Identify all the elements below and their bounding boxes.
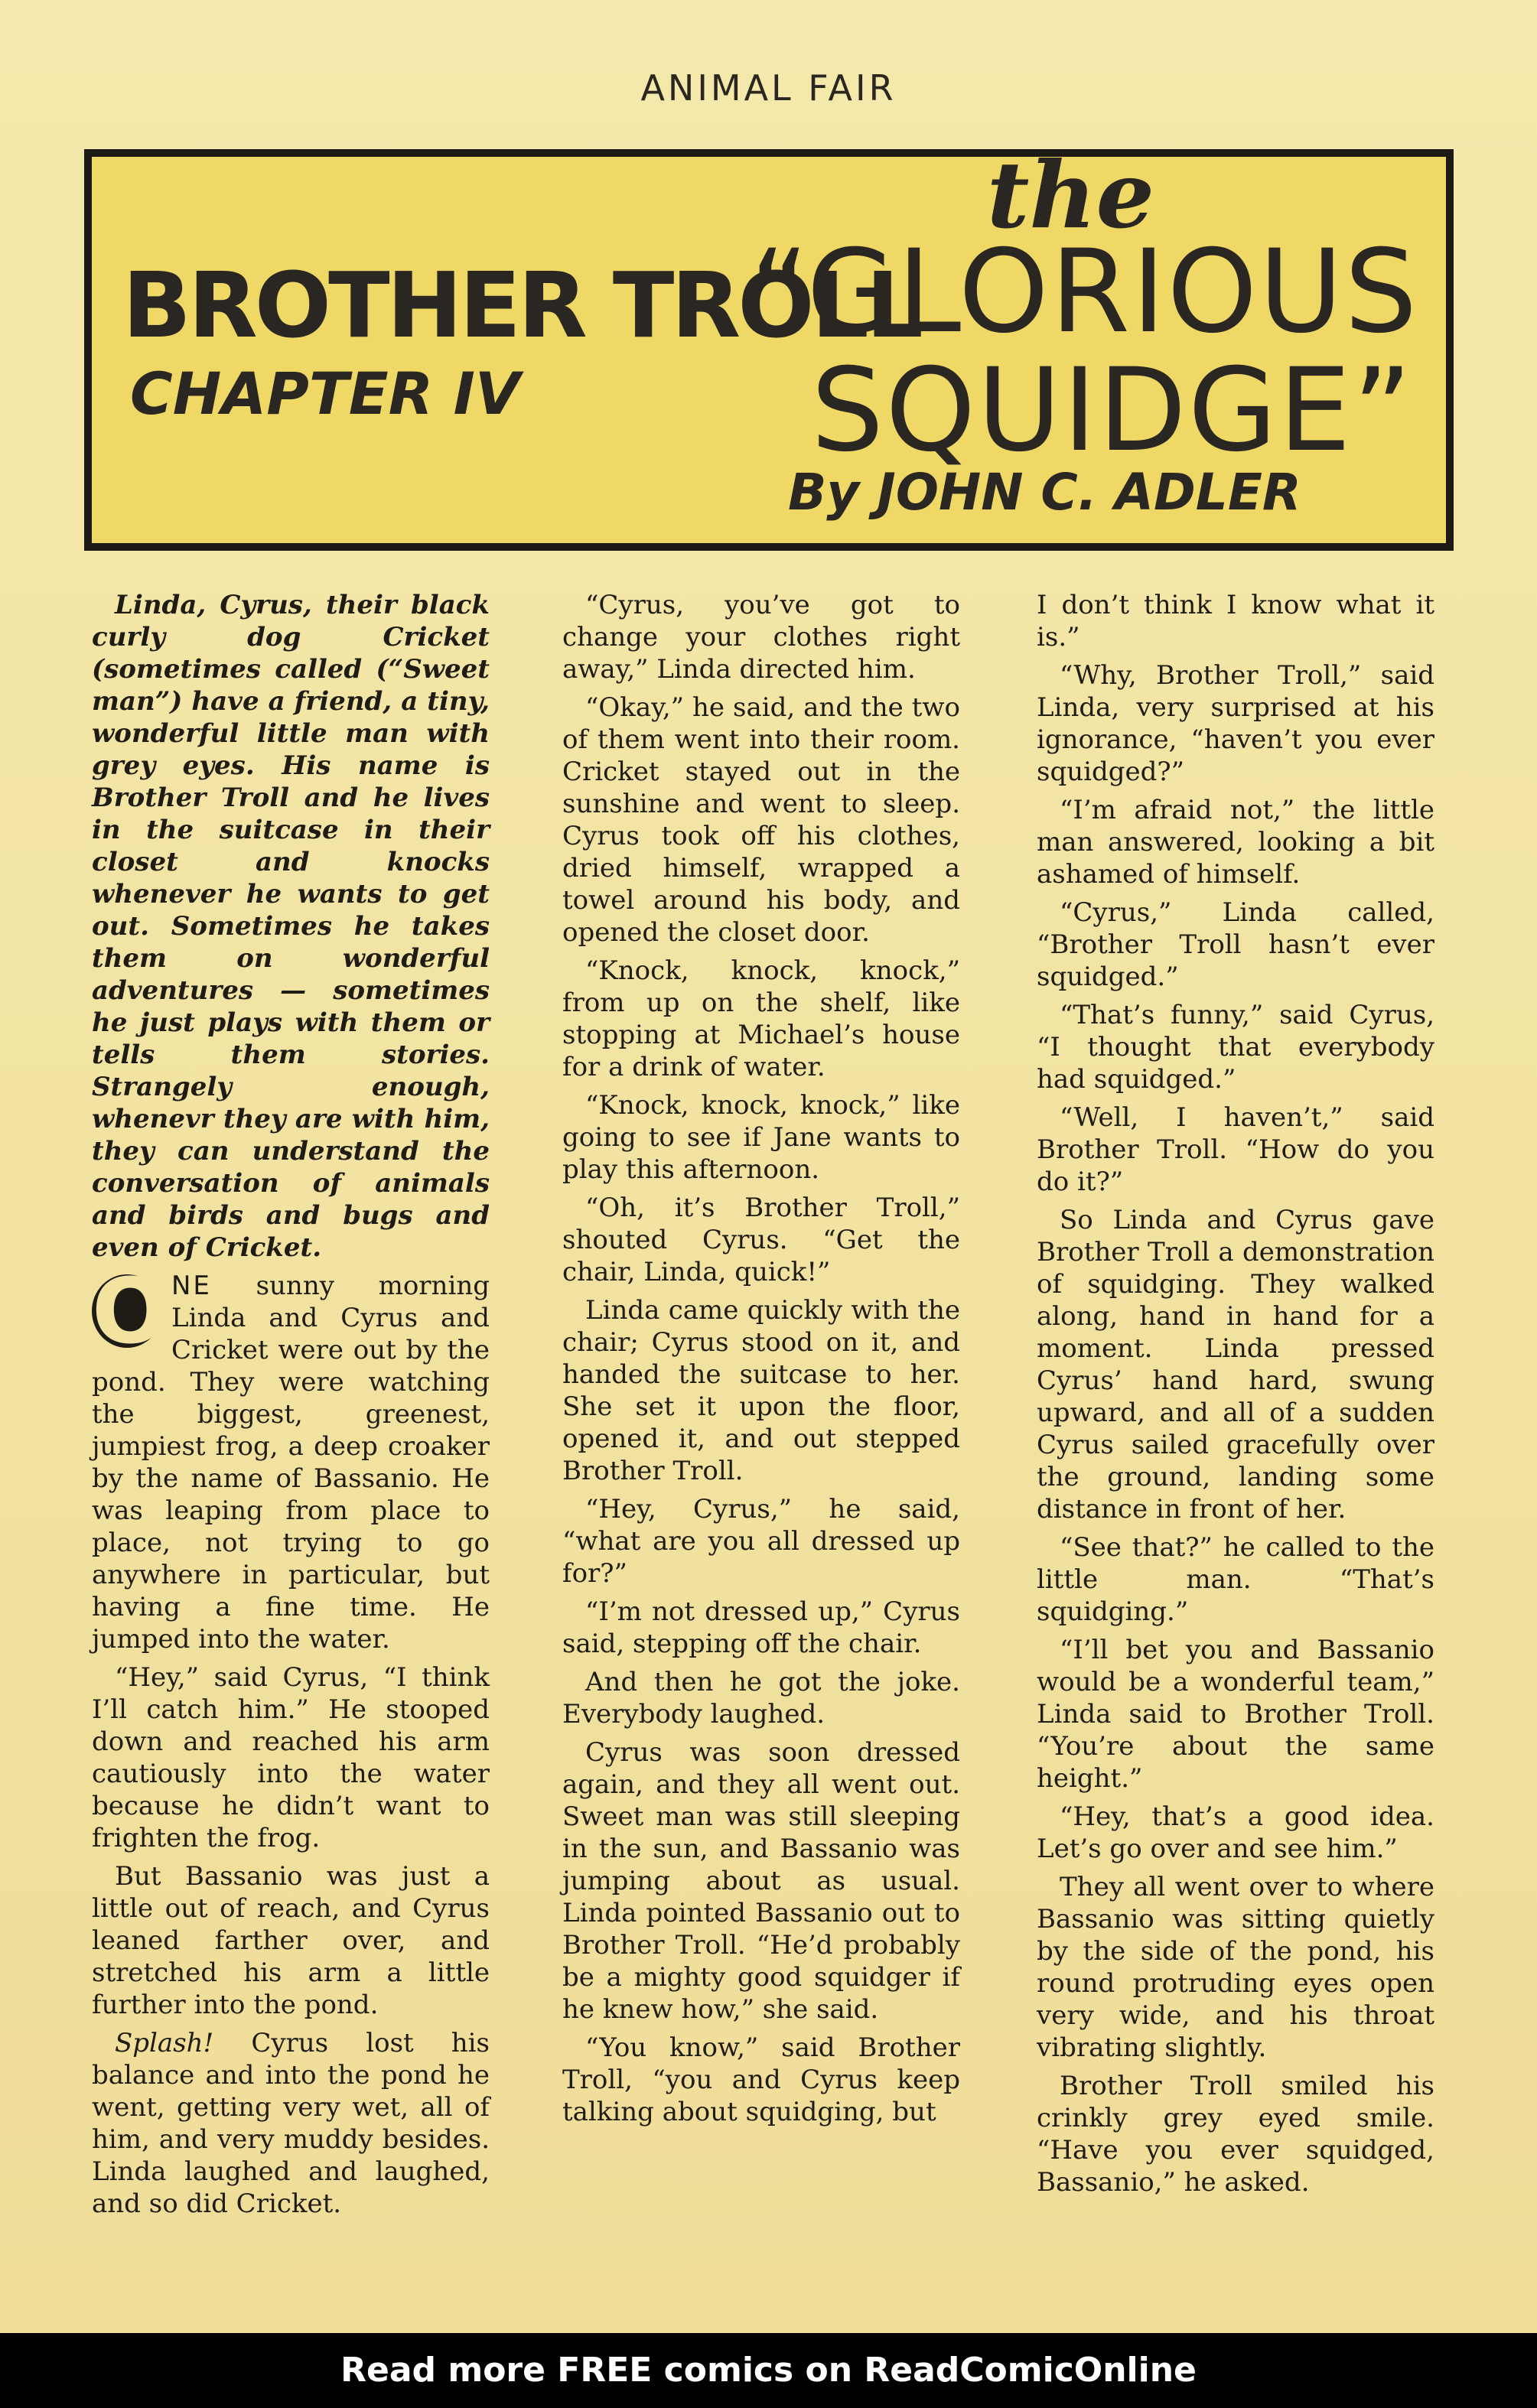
story-paragraph: They all went over to where Bassanio was sitting quietly by the side of the pond, his round protruding eyes open very wide, and his throat vibrating slightly. (1037, 1872, 1434, 2063)
story-paragraph: And then he got the joke. Everybody laughed. (562, 1667, 960, 1730)
story-paragraph: But Bassanio was just a little out of reach, and Cyrus leaned farther over, and stretched his arm a little further into the pond. (92, 1861, 490, 2020)
story-paragraph: “I’ll bet you and Bassanio would be a wonderful team,” Linda said to Brother Troll. “You’re about the same height.” (1037, 1635, 1434, 1794)
story-paragraph: “Knock, knock, knock,” from up on the shelf, like stopping at Michael’s house for a drink of water. (562, 955, 960, 1082)
intro-paragraph: Linda, Cyrus, their black curly dog Cricket (sometimes called (“Sweet man”) have a friend, a tiny, wonderful little man with grey eyes. His name is Brother Troll and he lives in the suitcase in their closet and knocks whenever he wants to get out. Sometimes he takes them on wonderful adventures — sometimes he just plays with them or tells them stories. Strangely enough, whenevr they are with him, they can understand the conversation of animals and birds and bugs and even of Cricket. (92, 590, 490, 1263)
text-column-1 (92, 589, 490, 2226)
chapter-label: CHAPTER IV (130, 360, 520, 428)
story-paragraph: “I’m afraid not,” the little man answered, looking a bit ashamed of himself. (1037, 795, 1434, 890)
story-paragraph: “See that?” he called to the little man. “That’s squidging.” (1037, 1532, 1434, 1627)
drop-cap: O (92, 1258, 169, 1364)
story-paragraph: “Cyrus, you’ve got to change your clothes right away,” Linda directed him. (562, 590, 960, 685)
story-paragraph: “Hey, that’s a good idea. Let’s go over and see him.” (1037, 1801, 1434, 1864)
story-paragraph: Brother Troll smiled his crinkly grey eyed smile. “Have you ever squidged, Bassanio,” he asked. (1037, 2071, 1434, 2198)
story-paragraph: “Knock, knock, knock,” like going to see if Jane wants to play this afternoon. (562, 1090, 960, 1185)
story-paragraph: “Hey,” said Cyrus, “I think I’ll catch him.” He stooped down and reached his arm cautiously into the water because he didn’t want to frighten the frog. (92, 1662, 490, 1853)
story-paragraph: “Okay,” he said, and the two of them went into their room. Cricket stayed out in the sunshine and went to sleep. Cyrus took off his clothes, dried himself, wrapped a towel around his body, and opened the closet door. (562, 692, 960, 948)
series-title: BROTHER TROLL (122, 252, 920, 358)
story-paragraph: “Well, I haven’t,” said Brother Troll. “How do you do it?” (1037, 1102, 1434, 1197)
story-title-line-1: “GLORIOUS (750, 226, 1419, 359)
story-paragraph: “I’m not dressed up,” Cyrus said, stepping off the chair. (562, 1596, 960, 1659)
story-paragraph: “That’s funny,” said Cyrus, “I thought that everybody had squidged.” (1037, 1000, 1434, 1095)
opening-paragraph (92, 1258, 490, 1655)
opening-word: NE (171, 1271, 212, 1301)
story-paragraph: So Linda and Cyrus gave Brother Troll a demonstration of squidging. They walked along, hand in hand for a moment. Linda pressed Cyrus’ hand hard, swung upward, and all of a sudden Cyrus sailed gracefully over the ground, landing some distance in front of her. (1037, 1205, 1434, 1525)
title-panel (84, 142, 1454, 551)
byline: By JOHN C. ADLER (788, 463, 1301, 522)
story-paragraph: “Cyrus,” Linda called, “Brother Troll hasn’t ever squidged.” (1037, 897, 1434, 992)
promo-footer-link[interactable]: Read more FREE comics on ReadComicOnline (0, 2333, 1537, 2408)
story-paragraph: Linda came quickly with the chair; Cyrus stood on it, and handed the suitcase to her. She set it upon the floor, opened it, and out stepped Brother Troll. (562, 1295, 960, 1486)
story-paragraph: “You know,” said Brother Troll, “you and Cyrus keep talking about squidging, but (562, 2032, 960, 2127)
story-paragraph: “Why, Brother Troll,” said Linda, very surprised at his ignorance, “haven’t you ever squidged?” (1037, 660, 1434, 787)
story-paragraph: Cyrus was soon dressed again, and they all went out. Sweet man was still sleeping in the sun, and Bassanio was jumping about as usual. Linda pointed Bassanio out to Brother Troll. “He’d probably be a mighty good squidger if he knew how,” she said. (562, 1737, 960, 2025)
story-paragraph: “Hey, Cyrus,” he said, “what are you all dressed up for?” (562, 1494, 960, 1589)
splash-text: Cyrus lost his balance and into the pond he went, getting very wet, all of him, and very muddy besides. Linda laughed and laughed, and so did Cricket. (92, 2028, 490, 2219)
opening-text: sunny morning Linda and Cyrus and Cricket were out by the pond. They were watching the biggest, greenest, jumpiest frog, a deep croaker by the name of Bassanio. He was leaping from place to place, not trying to go anywhere in particular, but having a fine time. He jumped into the water. (92, 1271, 490, 1655)
story-paragraph: “Oh, it’s Brother Troll,” shouted Cyrus. “Get the chair, Linda, quick!” (562, 1193, 960, 1287)
story-paragraph (92, 2027, 490, 2220)
running-head: ANIMAL FAIR (640, 67, 897, 109)
text-column-3 (1037, 589, 1434, 2205)
text-column-2 (562, 589, 960, 2134)
story-title-line-2: SQUIDGE” (811, 344, 1414, 477)
title-article: the (987, 142, 1155, 249)
splash-word: Splash! (115, 2028, 214, 2058)
story-paragraph: I don’t think I know what it is.” (1037, 590, 1434, 652)
